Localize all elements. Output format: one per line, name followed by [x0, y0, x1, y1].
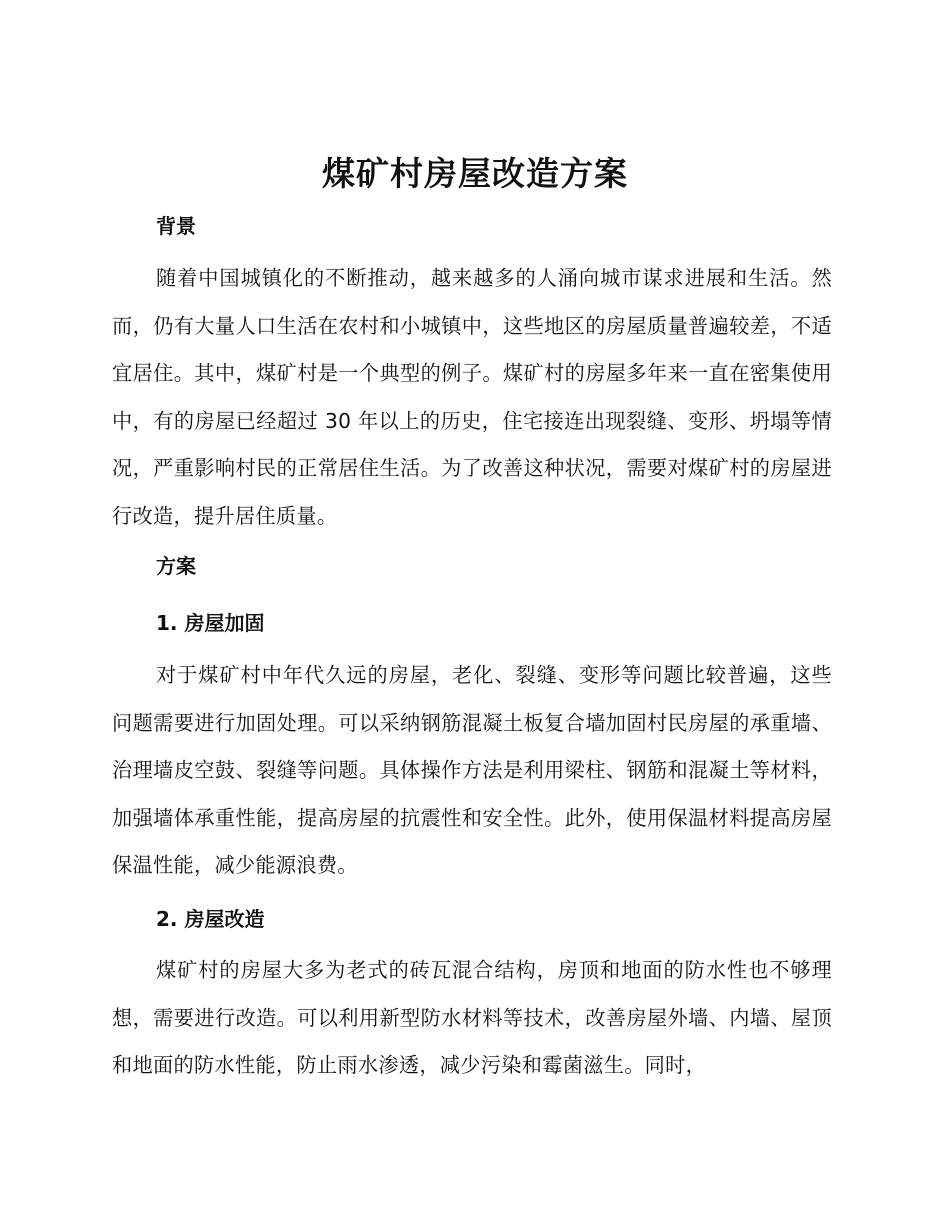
renovation-paragraph: 煤矿村的房屋大多为老式的砖瓦混合结构，房顶和地面的防水性也不够理想，需要进行改造。可以利用新型防水材料等技术，改善房屋外墙、内墙、屋顶和地面的防水性能，防止雨水渗透，减少污染和霉菌滋生。同时， — [112, 958, 832, 1077]
background-paragraph: 随着中国城镇化的不断推动，越来越多的人涌向城市谋求进展和生活。然而，仍有大量人口生活在农村和小城镇中，这些地区的房屋质量普遍较差，不适宜居住。其中，煤矿村是一个典型的例子。煤矿村的房屋多年来一直在密集使用中，有的房屋已经超过 30 年以上的历史，住宅接连出现裂缝、变形、坍塌等情况，严重影响村民的正常居住生活。为了改善这种状况，需要对煤矿村的房屋进行改造，提升居住质量。 — [112, 266, 832, 528]
section-heading-background: 背景 — [156, 214, 196, 238]
section-heading-reinforcement: 1. 房屋加固 — [156, 611, 265, 635]
document-title: 煤矿村房屋改造方案 — [322, 154, 628, 193]
section-heading-renovation: 2. 房屋改造 — [156, 907, 265, 931]
reinforcement-paragraph: 对于煤矿村中年代久远的房屋，老化、裂缝、变形等问题比较普遍，这些问题需要进行加固处理。可以采纳钢筋混凝土板复合墙加固村民房屋的承重墙、治理墙皮空鼓、裂缝等问题。具体操作方法是利用梁柱、钢筋和混凝土等材料，加强墙体承重性能，提高房屋的抗震性和安全性。此外，使用保温材料提高房屋保温性能，减少能源浪费。 — [112, 663, 832, 877]
section-heading-plan: 方案 — [156, 554, 196, 578]
